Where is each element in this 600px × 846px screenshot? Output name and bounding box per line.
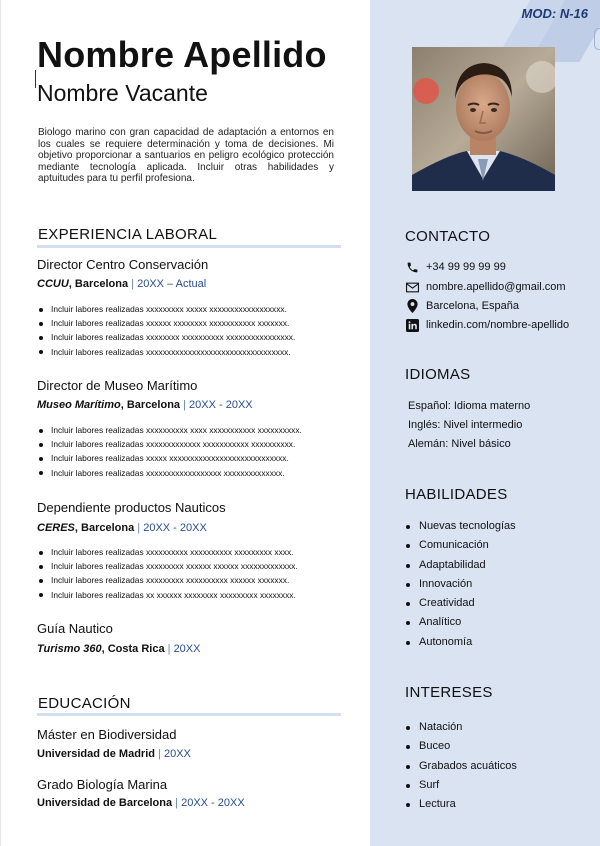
education-meta[interactable] bbox=[37, 797, 245, 809]
education-separator: | bbox=[172, 797, 182, 809]
job-meta[interactable] bbox=[37, 278, 206, 290]
job-organization: CCUU bbox=[37, 278, 69, 290]
languages-section-title[interactable]: IDIOMAS bbox=[405, 366, 471, 383]
list-item[interactable]: Incluir labores realizadas xxxxxxxxxx xxxx xxxxxxxxxxx xxxxxxxxxx. bbox=[37, 423, 302, 437]
education-dates: 20XX bbox=[163, 748, 191, 760]
job-title[interactable]: Dependiente productos Nauticos bbox=[37, 500, 226, 515]
job-meta[interactable] bbox=[37, 522, 207, 534]
education-title[interactable]: Máster en Biodiversidad bbox=[37, 727, 177, 742]
scroll-handle[interactable] bbox=[594, 28, 600, 50]
list-item[interactable]: Comunicación bbox=[404, 536, 516, 555]
list-item[interactable]: Incluir labores realizadas xxxxxxxxxxxxxxxxxx xxxxxxxxxxxxxx. bbox=[37, 466, 302, 480]
job-meta[interactable] bbox=[37, 399, 253, 411]
location-pin-icon bbox=[405, 299, 419, 313]
list-item[interactable]: Grabados acuáticos bbox=[404, 757, 517, 776]
phone-icon bbox=[405, 260, 419, 274]
job-city: , Barcelona bbox=[120, 399, 181, 411]
contact-section-title[interactable]: CONTACTO bbox=[405, 228, 491, 245]
job-meta[interactable] bbox=[37, 643, 200, 655]
interests-section-title[interactable]: INTERESES bbox=[405, 684, 493, 701]
job-title[interactable]: Director de Museo Marítimo bbox=[37, 378, 198, 393]
page-edge bbox=[0, 0, 1, 846]
job-bullets bbox=[37, 423, 302, 480]
education-divider bbox=[37, 713, 341, 716]
education-meta[interactable] bbox=[37, 748, 191, 760]
list-item[interactable]: Incluir labores realizadas xxxxxxxxxx xxxxxxxxxx xxxxxxxxx xxxx. bbox=[37, 545, 298, 559]
job-dates: 20XX – Actual bbox=[137, 278, 207, 290]
job-city: , Costa Rica bbox=[101, 643, 165, 655]
job-dates: 20XX - 20XX bbox=[189, 399, 253, 411]
list-item[interactable]: Adaptabilidad bbox=[404, 556, 516, 575]
list-item[interactable]: Incluir labores realizadas xxxxxxxxxxxxx xxxxxxxxxxx xxxxxxxxxx. bbox=[37, 437, 302, 451]
job-bullets bbox=[37, 302, 295, 359]
job-dates: 20XX - 20XX bbox=[143, 522, 207, 534]
list-item[interactable]: Lectura bbox=[404, 795, 517, 814]
linkedin-icon bbox=[405, 318, 419, 332]
education-institution: Universidad de Madrid bbox=[37, 748, 155, 760]
contact-email[interactable] bbox=[405, 279, 566, 295]
job-separator: | bbox=[128, 278, 138, 290]
language-item[interactable]: Alemán: Nivel básico bbox=[408, 438, 511, 450]
position-title[interactable]: Nombre Vacante bbox=[37, 80, 208, 106]
education-title[interactable]: Grado Biología Marina bbox=[37, 777, 168, 792]
language-item[interactable]: Español: Idioma materno bbox=[408, 400, 531, 412]
mail-icon bbox=[405, 280, 419, 294]
job-title[interactable]: Guía Nautico bbox=[37, 621, 113, 636]
list-item[interactable]: Incluir labores realizadas xxxxxx xxxxxxxx xxxxxxxxxxx xxxxxxx. bbox=[37, 316, 295, 330]
list-item[interactable]: Nuevas tecnologías bbox=[404, 517, 516, 536]
list-item[interactable]: Incluir labores realizadas xx xxxxxx xxxxxxxx xxxxxxxxx xxxxxxxx. bbox=[37, 588, 298, 602]
list-item[interactable]: Incluir labores realizadas xxxxxxxxx xxxxxx xxxxxx xxxxxxxxxxxxx. bbox=[37, 559, 298, 573]
job-separator: | bbox=[180, 399, 190, 411]
list-item[interactable]: Innovación bbox=[404, 575, 516, 594]
experience-section-title[interactable]: EXPERIENCIA LABORAL bbox=[38, 226, 218, 243]
contact-linkedin[interactable] bbox=[405, 317, 569, 333]
experience-divider bbox=[37, 245, 341, 248]
contact-location-text: Barcelona, España bbox=[426, 300, 519, 312]
list-item[interactable]: Autonomía bbox=[404, 633, 516, 652]
contact-email-text: nombre.apellido@gmail.com bbox=[426, 281, 566, 293]
list-item[interactable]: Surf bbox=[404, 776, 517, 795]
list-item[interactable]: Incluir labores realizadas xxxxxxxxx xxxxx xxxxxxxxxxxxxxxxxx. bbox=[37, 302, 295, 316]
job-organization: CERES bbox=[37, 522, 75, 534]
list-item[interactable]: Incluir labores realizadas xxxxxxxx xxxxxxxxxx xxxxxxxxxxxxxxxx. bbox=[37, 330, 295, 344]
job-city: , Barcelona bbox=[68, 278, 129, 290]
contact-phone[interactable] bbox=[405, 259, 506, 275]
job-separator: | bbox=[164, 643, 174, 655]
job-title[interactable]: Director Centro Conservación bbox=[37, 257, 209, 272]
profile-photo bbox=[412, 47, 555, 191]
profile-summary[interactable]: Biologo marino con gran capacidad de adaptación a entornos en los cuales se requiere determinación y toma de decisiones. Mi objetivo proporcionar a santuarios en peligro ecológico protección mediante tecnología aplicada. Incluir otras habilidades y aptuitudes para tu perfil profesiona. bbox=[38, 127, 334, 185]
list-item[interactable]: Natación bbox=[404, 718, 517, 737]
contact-linkedin-text: linkedin.com/nombre-apellido bbox=[426, 319, 570, 331]
language-item[interactable]: Inglés: Nivel intermedio bbox=[408, 419, 523, 431]
list-item[interactable]: Analítico bbox=[404, 613, 516, 632]
education-section-title[interactable]: EDUCACIÓN bbox=[38, 695, 131, 712]
job-dates: 20XX bbox=[173, 643, 201, 655]
education-separator: | bbox=[154, 748, 164, 760]
job-bullets bbox=[37, 545, 298, 602]
interests-list bbox=[404, 718, 517, 814]
job-separator: | bbox=[134, 522, 144, 534]
education-dates: 20XX - 20XX bbox=[181, 797, 245, 809]
education-institution: Universidad de Barcelona bbox=[37, 797, 173, 809]
contact-phone-text: +34 99 99 99 99 bbox=[426, 261, 506, 273]
skills-list bbox=[404, 517, 516, 652]
list-item[interactable]: Incluir labores realizadas xxxxxxxxxxxxxxxxxxxxxxxxxxxxxxxxxx. bbox=[37, 345, 295, 359]
skills-section-title[interactable]: HABILIDADES bbox=[405, 486, 508, 503]
candidate-name[interactable]: Nombre Apellido bbox=[37, 34, 327, 75]
model-tag: MOD: N-16 bbox=[521, 6, 588, 21]
contact-location[interactable] bbox=[405, 298, 519, 314]
job-organization: Turismo 360 bbox=[37, 643, 102, 655]
text-cursor bbox=[35, 70, 36, 88]
list-item[interactable]: Buceo bbox=[404, 737, 517, 756]
list-item[interactable]: Incluir labores realizadas xxxxx xxxxxxxxxxxxxxxxxxxxxxxxxxxx. bbox=[37, 451, 302, 465]
job-city: , Barcelona bbox=[74, 522, 135, 534]
job-organization: Museo Marítimo bbox=[37, 399, 121, 411]
list-item[interactable]: Creatividad bbox=[404, 594, 516, 613]
list-item[interactable]: Incluir labores realizadas xxxxxxxxx xxxxxxxxxx xxxxxx xxxxxxx. bbox=[37, 573, 298, 587]
